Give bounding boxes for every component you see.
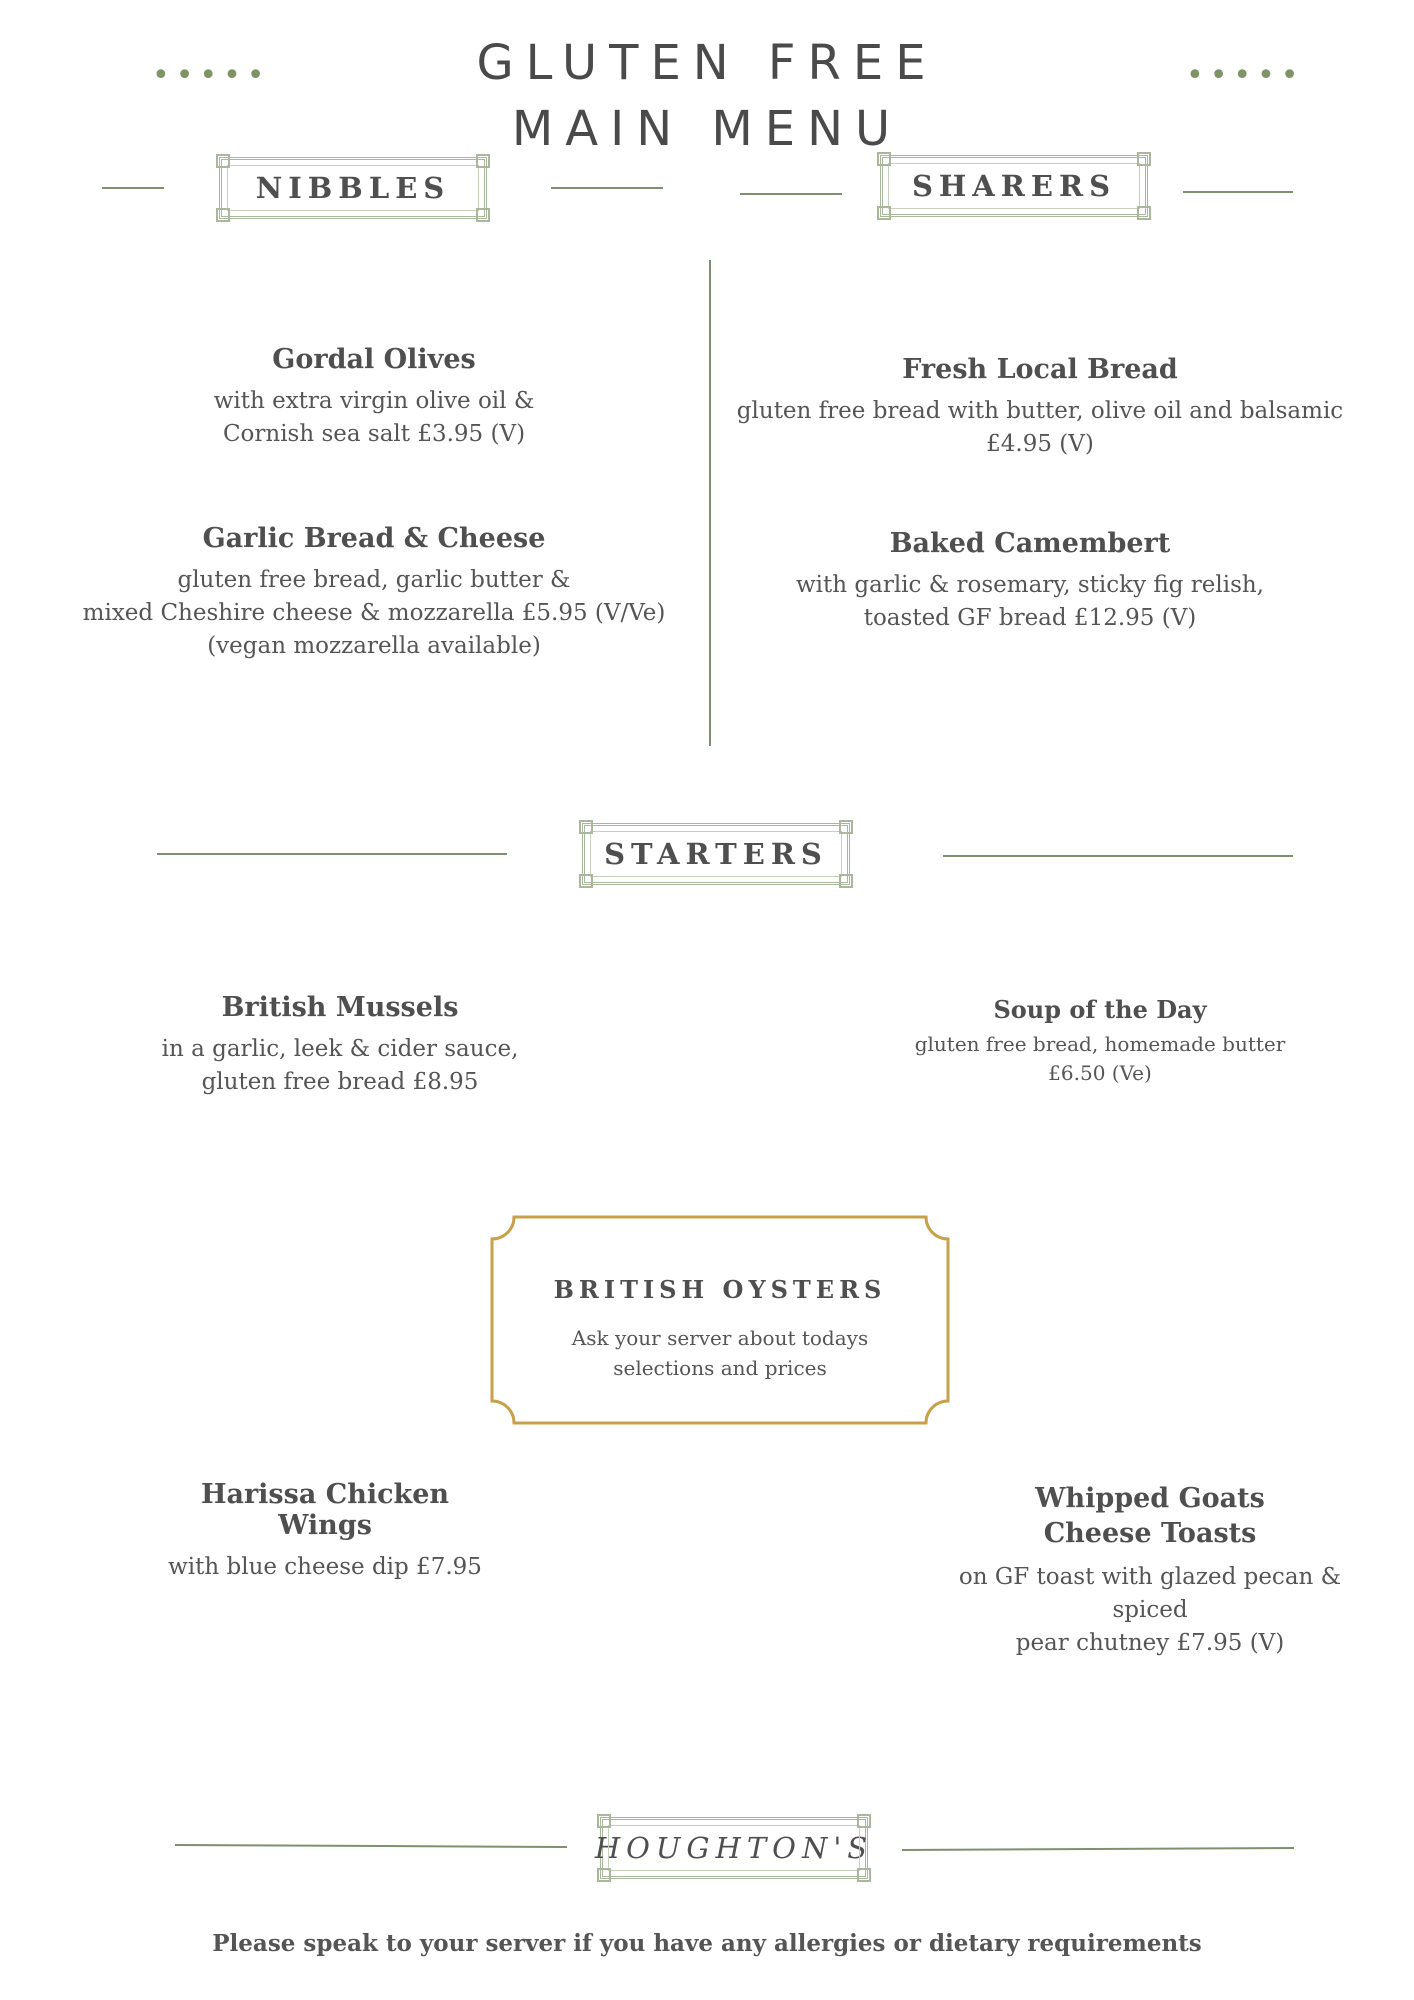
page-title-line2: MAIN MENU <box>511 101 903 157</box>
section-title-starters: STARTERS <box>604 837 828 871</box>
divider-line <box>1183 191 1293 193</box>
section-title-nibbles: NIBBLES <box>255 171 451 205</box>
frame-corner <box>597 1814 611 1828</box>
frame-corner <box>839 820 853 834</box>
column-divider <box>709 260 711 746</box>
frame-corner <box>839 874 853 888</box>
decorative-dots-right: ••••• <box>1186 58 1305 93</box>
item-name: Gordal Olives <box>272 344 476 375</box>
item-description: with extra virgin olive oil & Cornish sea salt £3.95 (V) <box>213 388 535 447</box>
item-name: British Mussels <box>221 992 459 1023</box>
item-name: Whipped Goats Cheese Toasts <box>1035 1483 1265 1549</box>
menu-item-garlic-bread <box>60 523 688 663</box>
section-title-sharers: SHARERS <box>911 169 1117 203</box>
menu-item-british-mussels <box>140 992 540 1099</box>
item-name: Baked Camembert <box>889 528 1171 559</box>
divider-line <box>551 187 663 189</box>
item-name: Garlic Bread & Cheese <box>202 523 546 554</box>
oysters-title: BRITISH OYSTERS <box>553 1275 887 1304</box>
item-description: gluten free bread, garlic butter & mixed Cheshire cheese & mozzarella £5.95 (V/Ve) (vegan mozzarella available) <box>82 567 666 659</box>
decorative-dots-left: ••••• <box>152 58 271 93</box>
item-name: Fresh Local Bread <box>902 354 1178 385</box>
frame-corner <box>579 874 593 888</box>
divider-line <box>175 1844 567 1848</box>
menu-item-soup-of-the-day <box>900 995 1300 1088</box>
oysters-description: Ask your server about todays selections and prices <box>571 1326 869 1380</box>
section-header-sharers <box>880 155 1148 217</box>
frame-corner <box>1137 152 1151 166</box>
item-description: on GF toast with glazed pecan & spiced pear chutney £7.95 (V) <box>958 1564 1342 1656</box>
frame-corner <box>216 208 230 222</box>
frame-corner <box>579 820 593 834</box>
allergy-notice: Please speak to your server if you have any allergies or dietary requirements <box>212 1930 1202 1957</box>
oysters-panel <box>490 1215 950 1425</box>
divider-line <box>740 193 842 195</box>
item-description: with blue cheese dip £7.95 <box>168 1554 482 1580</box>
frame-corner <box>476 208 490 222</box>
frame-corner <box>877 206 891 220</box>
item-name: Soup of the Day <box>993 995 1207 1024</box>
menu-item-baked-camembert <box>720 528 1340 635</box>
frame-corner <box>476 154 490 168</box>
frame-corner <box>1137 206 1151 220</box>
item-description: gluten free bread, homemade butter £6.50 (Ve) <box>914 1032 1286 1085</box>
frame-corner <box>216 154 230 168</box>
section-header-nibbles <box>219 157 487 219</box>
divider-line <box>943 855 1293 857</box>
brand-name: HOUGHTON'S <box>594 1831 874 1865</box>
menu-item-harissa-chicken-wings <box>150 1479 500 1584</box>
frame-corner <box>857 1814 871 1828</box>
menu-item-fresh-local-bread <box>730 354 1350 461</box>
menu-item-gordal-olives <box>60 344 688 451</box>
divider-line <box>102 187 164 189</box>
section-header-starters <box>582 823 850 885</box>
item-description: with garlic & rosemary, sticky fig relish, toasted GF bread £12.95 (V) <box>795 572 1264 631</box>
page-title-line1: GLUTEN FREE <box>476 35 938 91</box>
divider-line <box>157 853 507 855</box>
menu-item-whipped-goats-cheese <box>920 1481 1380 1660</box>
item-name: Harissa Chicken Wings <box>200 1479 450 1541</box>
divider-line <box>902 1847 1294 1851</box>
frame-corner <box>597 1868 611 1882</box>
frame-corner <box>877 152 891 166</box>
item-description: in a garlic, leek & cider sauce, gluten free bread £8.95 <box>161 1036 519 1095</box>
item-description: gluten free bread with butter, olive oil and balsamic £4.95 (V) <box>736 398 1344 457</box>
frame-corner <box>857 1868 871 1882</box>
brand-badge <box>594 1817 874 1879</box>
oysters-frame <box>490 1215 950 1425</box>
